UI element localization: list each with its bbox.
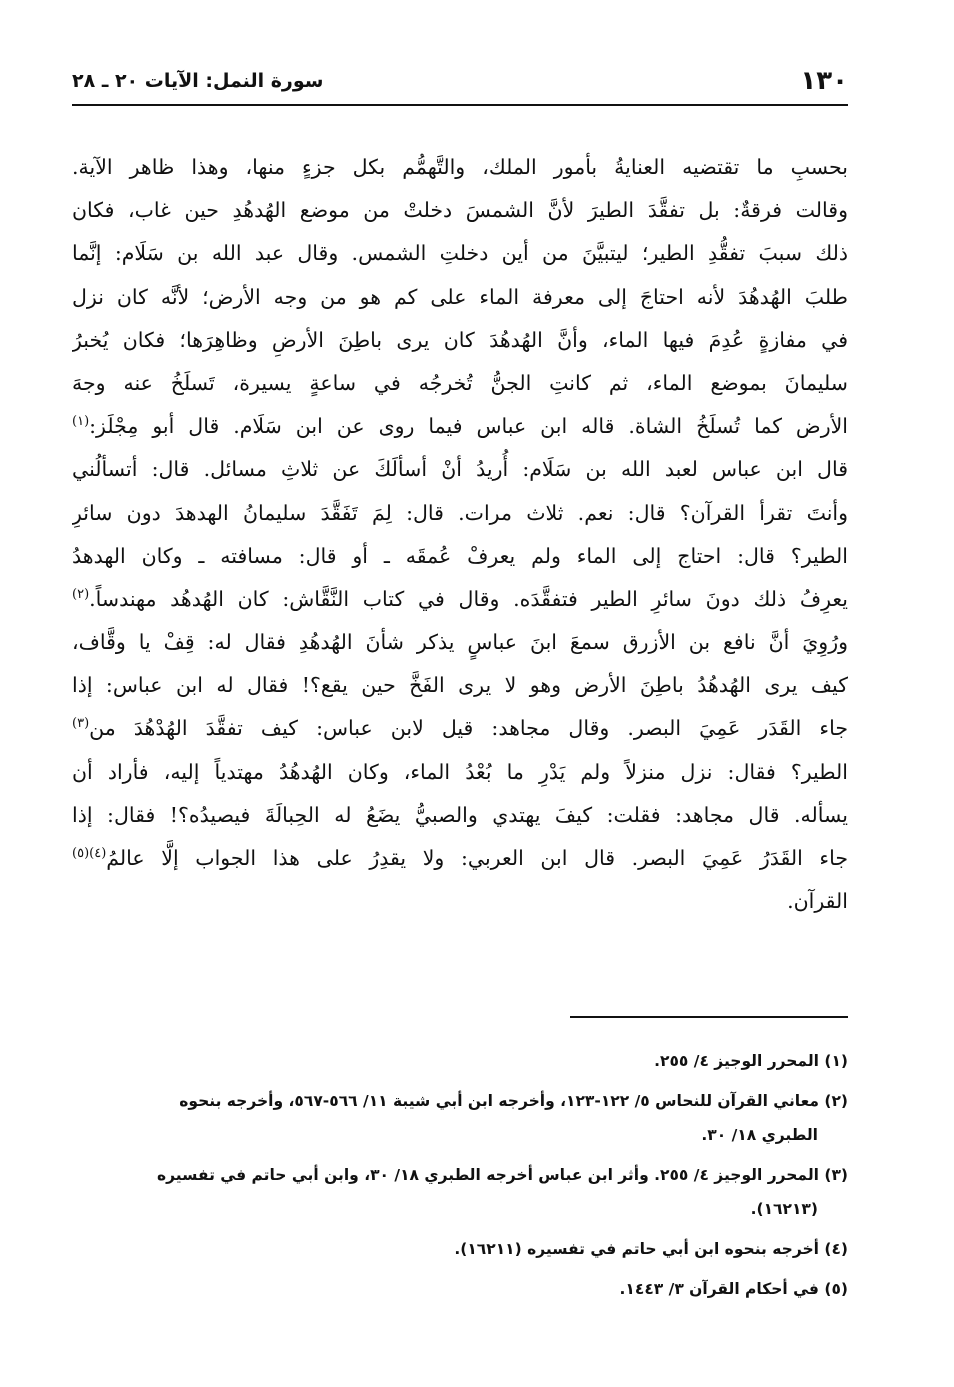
footnote-text: (٤) أخرجه بنحوه ابن أبي حاتم في تفسيره (١٦٢١١). <box>454 1240 848 1258</box>
text-line: الأرض كما تُسلَخُ الشاة. قاله ابن عباس فيما روى عن ابن سَلَام. قال أبو مِجْلَز: <box>89 414 848 439</box>
text-line: جاء القَدَرُ عَمِيَ البصر. قال ابن العربي: ولا يقدِرُ على هذا الجواب إلَّا عالمُ <box>106 846 848 870</box>
text-line: في مفازةٍ عُدِمَ فيها الماء، وأنَّ الهُدهُدَ كان يرى باطِنَ الأرضِ وظاهِرَها؛ فكان يُخبرُ <box>72 327 848 352</box>
footnote-ref-3: (٣) <box>72 716 90 732</box>
footnotes <box>72 1044 848 1306</box>
text-line: قال ابن عباس لعبد الله بن سَلَام: أُريدُ أنْ أسألَكَ عن ثلاثِ مسائل. قال: أتسألُني <box>72 457 848 482</box>
text-line: وقالت فرقةٌ: بل تفقَّدَ الطيرَ لأنَّ الشمسَ دخلتْ من موضع الهُدهُدِ حين غاب، فكان <box>72 198 848 223</box>
text-line: طلبَ الهُدهُدَ لأنه احتاجَ إلى معرفة الماء على كم هو من وجه الأرض؛ لأنَّه كان نزل <box>72 284 848 309</box>
footnote-text: (٢) معاني القرآن للنحاس ٥/ ١٢٢-١٢٣، وأخرجه ابن أبي شيبة ١١/ ٥٦٦-٥٦٧، وأخرجه بنحوه <box>179 1092 848 1110</box>
footnote-text: (٥) في أحكام القرآن ٣/ ١٤٤٣. <box>619 1280 848 1298</box>
text-line: يعرِفُ ذلك دونَ سائرِ الطير فتفقَّدَه. وقال في كتاب النَّقَّاش: كان الهُدهُد مهندساً. <box>89 586 848 611</box>
text-line-with-refs-4-5 <box>72 837 848 880</box>
page-number: ١٣٠ <box>800 66 848 96</box>
running-title: سورة النمل: الآيات ٢٠ ـ ٢٨ <box>72 70 324 92</box>
footnote-text: (٣) المحرر الوجيز ٤/ ٢٥٥. وأثر ابن عباس أخرجه الطبري ١٨/ ٣٠، وابن أبي حاتم في تفسيره <box>157 1166 848 1184</box>
footnote-3 <box>72 1158 848 1226</box>
text-line-with-ref-1 <box>72 405 848 448</box>
text-line: وأنتَ تقرأ القرآن؟ قال: نعم. ثلاث مرات. قال: لِمَ تَفَقَّدَ سليمانُ الهدهدَ دون سائرِ <box>72 500 848 525</box>
footnote-continuation: (١٦٢١٣). <box>750 1200 818 1218</box>
footnote-ref-2: (٢) <box>72 587 90 603</box>
text-line: جاء القَدَر عَمِيَ البصر. وقال مجاهد: قيل لابن عباس: كيف تفقَّدَ الهُدْهُدَ من <box>89 716 848 741</box>
text-line: بحسبِ ما تقتضيه العنايةُ بأمور الملك، والتَّهمُّم بكل جزءٍ منها، وهذا ظاهر الآية. <box>72 155 848 179</box>
footnote-4 <box>72 1232 848 1266</box>
footnote-ref-5: (٥) <box>72 846 90 862</box>
footnote-ref-1: (١) <box>72 414 90 430</box>
text-line: كيف يرى الهُدهُدُ باطِنَ الأرض وهو لا يرى الفَخَّ حين يقع؟! فقال له ابن عباس: إذا <box>72 673 848 698</box>
text-line: يسأله. قال مجاهد: فقلت: كيفَ يهتدي والصبيُّ يضَعُ له الحِبالَةَ فيصيدُه؟! فقال: إذا <box>72 802 848 827</box>
text-line: الطير؟ فقال: نزل منزلاً ولم يَدْرِ ما بُعْدُ الماء، وكان الهُدهُدُ مهتدياً إليه، فأراد أن <box>72 759 848 784</box>
text-line: الطير؟ قال: احتاج إلى الماء ولم يعرفْ عُمقَه ـ أو قال: مسافته ـ وكان الهدهدُ <box>72 543 848 568</box>
text-line: ورُوِيَ أنَّ نافع بن الأزرق سمعَ ابنَ عباسٍ يذكر شأنَ الهُدهُدِ فقال له: قِفْ يا وقَّاف، <box>72 630 848 655</box>
footnote-text: (١) المحرر الوجيز ٤/ ٢٥٥. <box>654 1052 848 1070</box>
main-text <box>72 146 848 923</box>
footnote-2 <box>72 1084 848 1152</box>
footnote-continuation: الطبري ١٨/ ٣٠. <box>701 1126 818 1144</box>
text-line: القرآن. <box>787 889 848 914</box>
header-rule <box>72 104 848 106</box>
footnote-ref-4: (٤) <box>89 846 107 862</box>
running-header <box>72 64 848 100</box>
text-line-with-ref-3 <box>72 707 848 750</box>
text-line: ذلك سببَ تفقُّدِ الطير؛ ليتبيَّنَ من أين دخلتِ الشمس. وقال عبد الله بن سَلَام: إنَّما <box>72 241 848 266</box>
footnote-rule <box>570 1016 848 1018</box>
footnote-5 <box>72 1272 848 1306</box>
footnote-1 <box>72 1044 848 1078</box>
text-line: سليمانَ بموضع الماء، ثم كانتِ الجنُّ تُخرجُه في ساعةٍ يسيرة، تَسلَخُ عنه وجهَ <box>72 370 848 395</box>
text-line-with-ref-2 <box>72 578 848 621</box>
